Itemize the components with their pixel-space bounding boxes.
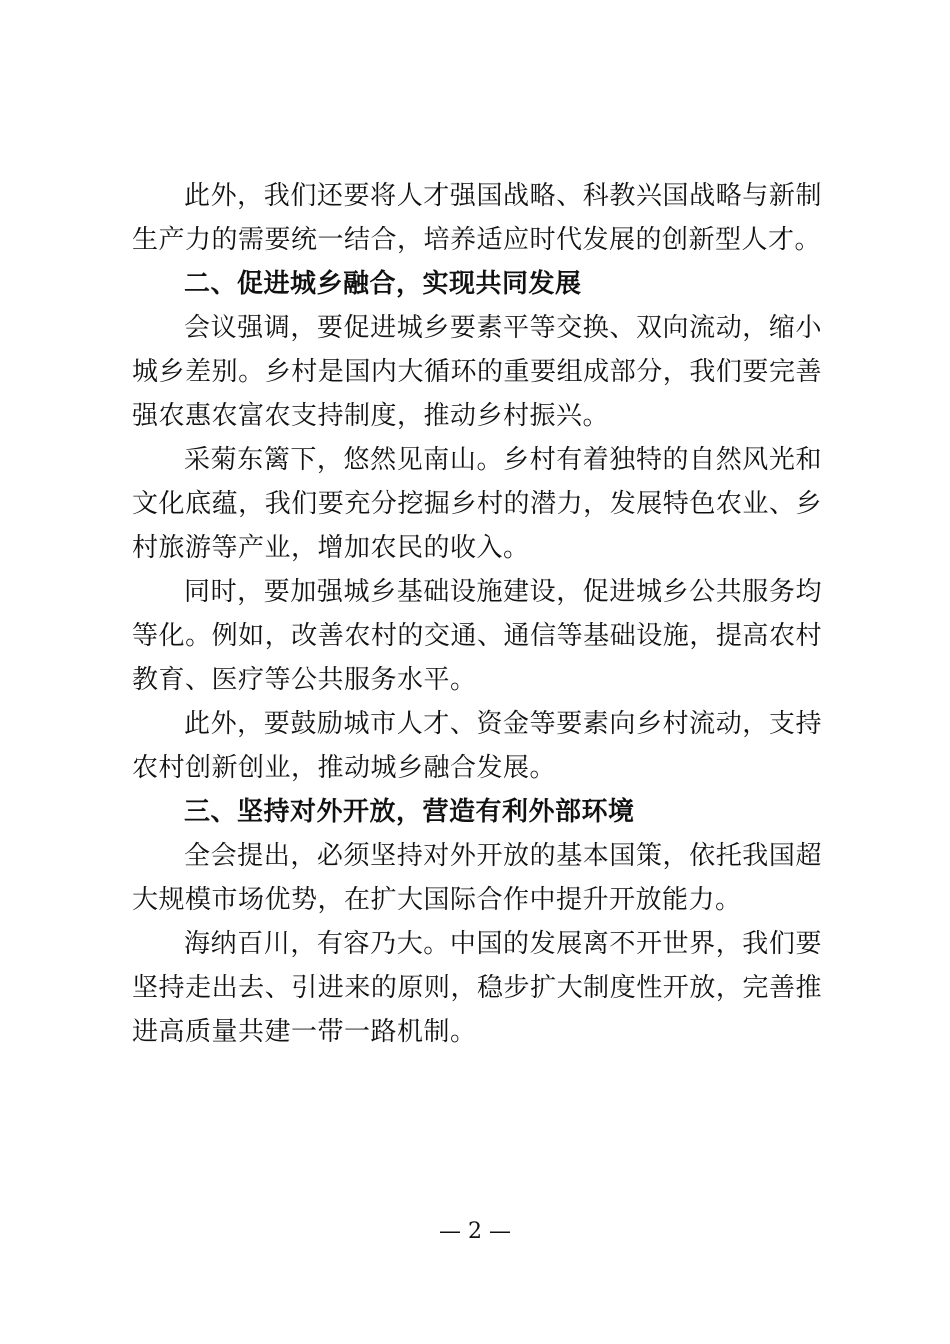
- paragraph-meeting-emphasis: 会议强调，要促进城乡要素平等交换、双向流动，缩小城乡差别。乡村是国内大循环的重要组成部分，我们要完善强农惠农富农支持制度，推动乡村振兴。: [132, 313, 822, 431]
- paragraph-infrastructure: 同时，要加强城乡基础设施建设，促进城乡公共服务均等化。例如，改善农村的交通、通信等基础设施，提高农村教育、医疗等公共服务水平。: [132, 577, 822, 695]
- document-body: [132, 174, 822, 1054]
- section-heading-urban-rural: 二、促进城乡融合，实现共同发展: [184, 269, 582, 299]
- paragraph-rural-potential: 采菊东篱下，悠然见南山。乡村有着独特的自然风光和文化底蕴，我们要充分挖掘乡村的潜力，发展特色农业、乡村旅游等产业，增加农民的收入。: [132, 445, 822, 563]
- page-number: — 2 —: [439, 1219, 511, 1244]
- paragraph-talent-strategy: 此外，我们还要将人才强国战略、科教兴国战略与新制生产力的需要统一结合，培养适应时代发展的创新型人才。: [132, 181, 822, 255]
- paragraph-talent-flow: 此外，要鼓励城市人才、资金等要素向乡村流动，支持农村创新创业，推动城乡融合发展。: [132, 709, 822, 783]
- paragraph-plenary-proposal: 全会提出，必须坚持对外开放的基本国策，依托我国超大规模市场优势，在扩大国际合作中提升开放能力。: [132, 841, 822, 915]
- paragraph-belt-and-road: 海纳百川，有容乃大。中国的发展离不开世界，我们要坚持走出去、引进来的原则，稳步扩大制度性开放，完善推进高质量共建一带一路机制。: [132, 929, 822, 1047]
- section-heading-opening-up: 三、坚持对外开放，营造有利外部环境: [184, 797, 635, 827]
